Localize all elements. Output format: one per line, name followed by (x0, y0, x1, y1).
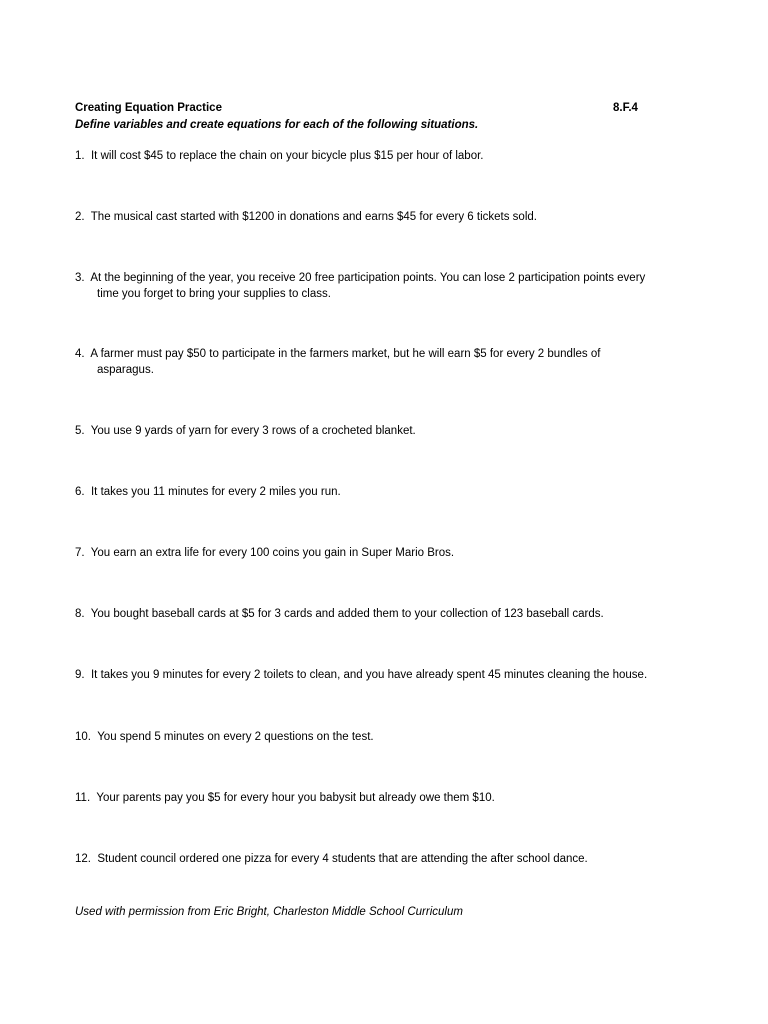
question-text: A farmer must pay $50 to participate in the farmers market, but he will earn $5 for every 2 bundles of (90, 348, 601, 360)
question-3 (75, 271, 705, 302)
question-text: It takes you 11 minutes for every 2 miles you run. (90, 486, 341, 498)
permission-credit: Used with permission from Eric Bright, Charleston Middle School Curriculum (75, 906, 463, 918)
question-number: 9. (75, 669, 85, 681)
question-text-continued: time you forget to bring your supplies to class. (97, 287, 331, 300)
question-number: 2. (75, 211, 85, 223)
question-number: 6. (75, 486, 85, 498)
question-5 (75, 424, 705, 440)
question-text: You earn an extra life for every 100 coins you gain in Super Mario Bros. (90, 547, 455, 559)
question-text-continued: asparagus. (97, 363, 154, 376)
question-number: 12. (75, 853, 91, 865)
question-text: You use 9 yards of yarn for every 3 rows of a crocheted blanket. (90, 425, 416, 437)
question-text: At the beginning of the year, you receive 20 free participation points. You can lose 2 participation points every (90, 272, 646, 284)
question-number: 10. (75, 731, 91, 743)
question-number: 1. (75, 150, 85, 162)
question-number: 4. (75, 348, 85, 360)
question-6 (75, 485, 705, 501)
question-10 (75, 730, 705, 746)
question-number: 11. (75, 792, 91, 804)
question-12 (75, 852, 705, 868)
question-number: 8. (75, 608, 85, 620)
question-text: Student council ordered one pizza for every 4 students that are attending the after school dance. (97, 853, 588, 865)
question-9 (75, 668, 705, 684)
worksheet-title: Creating Equation Practice (75, 102, 222, 114)
question-11 (75, 791, 705, 807)
question-4 (75, 347, 705, 378)
standard-code: 8.F.4 (613, 102, 638, 114)
question-text: Your parents pay you $5 for every hour you babysit but already owe them $10. (96, 792, 495, 804)
question-text: It will cost $45 to replace the chain on your bicycle plus $15 per hour of labor. (90, 150, 484, 162)
question-number: 5. (75, 425, 85, 437)
instructions: Define variables and create equations for each of the following situations. (75, 119, 479, 131)
title-row (75, 102, 643, 114)
question-number: 7. (75, 547, 85, 559)
question-1 (75, 149, 705, 165)
question-text: You spend 5 minutes on every 2 questions on the test. (97, 731, 374, 743)
question-text: You bought baseball cards at $5 for 3 cards and added them to your collection of 123 baseball cards. (90, 608, 604, 620)
question-number: 3. (75, 272, 85, 284)
question-text: It takes you 9 minutes for every 2 toilets to clean, and you have already spent 45 minutes cleaning the house. (90, 669, 648, 681)
question-7 (75, 546, 705, 562)
question-text: The musical cast started with $1200 in donations and earns $45 for every 6 tickets sold. (90, 211, 537, 223)
question-8 (75, 607, 705, 623)
question-2 (75, 210, 705, 226)
